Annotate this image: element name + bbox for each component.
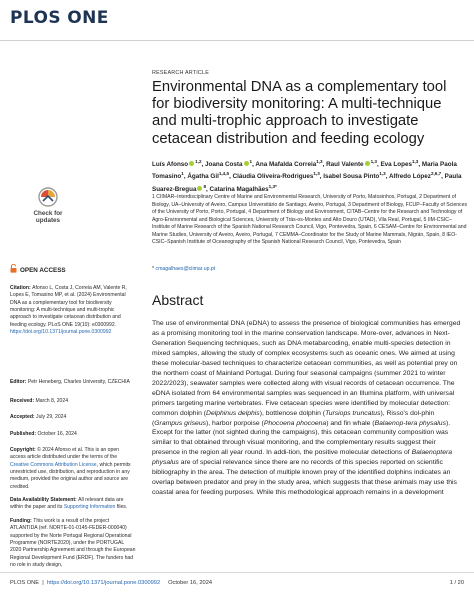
sidebar-text: Petr Heneberg, Charles University, CZECHIA — [27, 379, 130, 385]
sidebar-text: © 2024 Afonso et al. This is an open access article distributed under the terms of the — [10, 447, 119, 461]
sidebar-copyright — [10, 447, 136, 491]
sidebar-label: Published: — [10, 431, 38, 437]
sidebar-link[interactable]: https://doi.org/10.1371/journal.pone.0300992 — [10, 329, 112, 336]
abstract-text: The use of environmental DNA (eDNA) to assess the presence of biological communities has emerged as a promising monitoring tool in the marine conservation landscape. More-over, advances in Next-Generation Sequencing techniques, such as DNA metabarcoding, enable multi-species detection in mixed samples, allowing the study of complex ecosystems such as oceanic ones. We aimed at using these molecular-based techniques to characterize cetacean communities, as well as potential prey on the northern coast of Mainland Portugal. During four seasonal campaigns (summer 2021 to winter 2022/2023), seawater samples were collected along with visual records of cetacean occurrence. The eDNA isolated from 64 environmental samples was sequenced in an Illumina platform, with universal primers targeting marine vertebrates. Five cetacean species were identified by molecular detection: common dolphin ( — [152, 320, 461, 417]
author-name[interactable]: Paula Suarez-Bregua — [152, 173, 462, 193]
author-affiliation-marker: 1,2 — [195, 159, 202, 164]
author-name[interactable]: Cláudia Oliveira-Rodrigues — [232, 173, 314, 181]
sidebar-published — [10, 431, 136, 438]
open-lock-icon — [10, 264, 17, 273]
sidebar-text: Afonso L, Costa J, Correia AM, Valente R, Lopes E, Tomasino MP, et al. (2024) Environmental DNA as a complementary tool for biodiversity monitoring: A multi-technique and multi-trophic approach to investigate cetacean distribution and feeding ecology. PLoS ONE 19(10): e0300992. — [10, 285, 127, 328]
abstract-text: ), Risso's dol-phin ( — [152, 409, 435, 427]
orcid-icon[interactable] — [365, 161, 370, 166]
author-affiliation-marker: 1,3 — [313, 171, 320, 177]
check-for-updates-label[interactable] — [18, 210, 78, 224]
abstract-text: ), bottlenose dolphin ( — [259, 409, 326, 417]
sidebar-text: All relevant data are within the paper and its — [10, 497, 124, 511]
sidebar-label: Received: — [10, 398, 36, 404]
affiliations: 1 CIIMAR–Interdisciplinary Centre of Marine and Environmental Research, University of Porto, Matosinhos, Portugal, 2 Department of Biology, UA–University of Aveiro, Campus Universitário de Santiago, Aveiro, Portugal, 3 Department of Biology, FCUP–Faculty of Sciences of the University of Porto, Porto, Portugal, 4 Department of Biology and Environment, CITAB–Centre for the Research and Technology of Agro-Environmental and Biological Sciences, University of Trás-os-Montes and Alto Douro (UTAD), Vila Real, Portugal, 5 IIM-CSIC–Institute of Marine Research of the Spanish National Research Council, Vigo, Pontevedra, Spain, 6 CESAM–Centre for Environmental and Marine Studies, University of Aveiro, Aveiro, Portugal, 7 CEMMA–Coordinator for the Study of Marine Mammals, Nigrán, Spain, 8 IEO-CSIC–Spanish Institute of Oceanography of the Spanish National Research Council, Vigo, Pontevedra, Spain — [152, 194, 468, 246]
orcid-icon[interactable] — [197, 186, 202, 191]
author-name[interactable]: Isabel Sousa Pinto — [323, 173, 380, 181]
sidebar-text: October 16, 2024 — [37, 431, 77, 437]
author-list: Luís Afonso $^{1,2}$, Joana Costa $^1$, Ana Mafalda Correia$^{1,3}$, Raul Valente $^{1,3}$, Eva Lopes$^{1,3}$, Maria Paola Tomasino$^1$, Ágatha Gil$^{1,4,5}$, Cláudia Oliveira-Rodrigues$^{1,3}$, Isabel Sousa Pinto$^{1,3}$, Alfredo López$^{2,6,7}$, Paula Suarez-Bregua $^8$, Catarina Magalhães$^{1,3*}$ — [152, 159, 462, 193]
sidebar-text: , which permits unrestricted use, distribution, and reproduction in any medium, provided the original author and source are credited. — [10, 461, 131, 490]
correspondence-marker: * — [152, 266, 156, 272]
author-affiliation-marker: 1,3* — [268, 183, 277, 189]
sidebar-funding — [10, 518, 136, 569]
sidebar-received — [10, 398, 136, 405]
sidebar-data-availability-statement — [10, 497, 136, 512]
open-access-badge — [10, 264, 66, 274]
sidebar-label: Funding: — [10, 518, 34, 524]
author-affiliation-marker: 1,3 — [411, 159, 419, 164]
abstract-species-name: Balaenop-tera physalus — [374, 419, 446, 427]
author-affiliation-marker: 1,3 — [379, 171, 386, 177]
author-name[interactable]: Maria Paola Tomasino — [152, 161, 457, 181]
author-affiliation-marker: 1 — [181, 171, 184, 177]
author-affiliation-marker: 8 — [203, 183, 207, 189]
author-affiliation-marker: 1,3 — [370, 159, 377, 164]
footer-citation: PLOS ONE | https://doi.org/10.1371/journal.pone.0300992 October 16, 2024 — [10, 580, 213, 586]
check-updates-line1: Check for — [33, 210, 63, 217]
abstract-text: ), harbor porpoise ( — [206, 419, 264, 427]
page-number: 1 / 20 — [449, 580, 464, 586]
open-access-label: OPEN ACCESS — [20, 267, 66, 274]
sidebar-text: This work is a result of the project ATLANTIDA (ref. NORTE-01-0145-FEDER-000040) supported by the Norte Portugal Regional Operational Programme (NORTE2020), under the PORTUGAL 2020 Partnership Agreement and through the European Regional Development Fund (ERDF). The funders had no role in study design, — [10, 518, 136, 569]
check-updates-line2: updates — [35, 217, 61, 225]
sidebar-text: March 8, 2024 — [35, 398, 69, 404]
sidebar-text: files. — [115, 504, 128, 511]
author-affiliation-marker: 2,6,7 — [430, 171, 442, 177]
abstract-species-name: Tursiops truncatus — [325, 409, 381, 417]
sidebar-editor — [10, 379, 136, 386]
author-affiliation-marker: 1,4,5 — [218, 171, 230, 177]
sidebar-label: Citation: — [10, 285, 33, 291]
footer-divider — [0, 572, 474, 573]
author-name[interactable]: Joana Costa — [205, 161, 243, 169]
author-affiliation-marker: 1,3 — [316, 159, 323, 164]
abstract-species-name: Balaenoptera physalus — [152, 449, 453, 467]
author-name[interactable]: Eva Lopes — [380, 161, 412, 169]
orcid-icon[interactable] — [189, 161, 194, 166]
sidebar-label: Data Availability Statement: — [10, 497, 79, 503]
article-type: RESEARCH ARTICLE — [152, 70, 210, 76]
abstract-species-name: Phocoena phocoena — [263, 419, 327, 427]
sidebar-label: Copyright: — [10, 447, 38, 453]
footer-journal: PLOS ONE — [10, 580, 40, 586]
sidebar-link[interactable]: Supporting Information — [63, 504, 116, 511]
sidebar-accepted — [10, 414, 136, 421]
sidebar-link[interactable]: Creative Commons Attribution License — [10, 461, 97, 468]
author-name[interactable]: Alfredo López — [388, 173, 431, 181]
abstract-text: ) and fin whale ( — [326, 419, 375, 427]
author-name[interactable]: Raul Valente — [326, 161, 364, 169]
abstract-text: are of special relevance since there are no records of this species reported on scientific bibliography in the area. The detection of multiple known prey of the identified dolphins indicates an overlap between predator and prey in the study area, which suggests that these animals may use this coastal area for feeding purposes. While this methodological approach remains in a development — [152, 459, 457, 497]
journal-logo: PLOS ONE — [10, 8, 109, 28]
article-title: Environmental DNA as a complementary tool for biodiversity monitoring: A multi-technique and multi-trophic approach to investigate cetacean distribution and feeding ecology — [152, 79, 447, 147]
abstract-body — [152, 319, 464, 498]
correspondence — [152, 266, 215, 272]
correspondence-email-link[interactable]: cmagalhaes@ciimar.up.pt — [155, 266, 216, 272]
header-divider — [0, 40, 474, 41]
author-name[interactable]: Ana Mafalda Correia — [255, 161, 317, 169]
author-name[interactable]: Catarina Magalhães — [209, 185, 269, 193]
sidebar-label: Editor: — [10, 379, 28, 385]
author-name[interactable]: Ágatha Gil — [187, 173, 219, 181]
footer-doi-link[interactable]: https://doi.org/10.1371/journal.pone.0300992 — [46, 580, 161, 586]
orcid-icon[interactable] — [244, 161, 249, 166]
author-name[interactable]: Luís Afonso — [152, 161, 189, 169]
sidebar-label: Accepted: — [10, 414, 37, 420]
sidebar-text: July 29, 2024 — [36, 414, 67, 420]
author-affiliation-marker: 1 — [249, 159, 253, 164]
abstract-text: ). Except for the latter (not sighted during the campaigns), this cetacean community composition was similar to that obtained through visual monitoring, and the complementary results suggest their presence in the region all year round. In addi-tion, the positive molecular detections of — [152, 419, 451, 457]
sidebar-citation — [10, 285, 136, 336]
abstract-species-name: Grampus griseus — [154, 419, 207, 427]
abstract-species-name: Delphinus delphis — [206, 409, 260, 417]
footer-date: October 16, 2024 — [168, 580, 213, 586]
abstract-heading: Abstract — [152, 292, 204, 308]
